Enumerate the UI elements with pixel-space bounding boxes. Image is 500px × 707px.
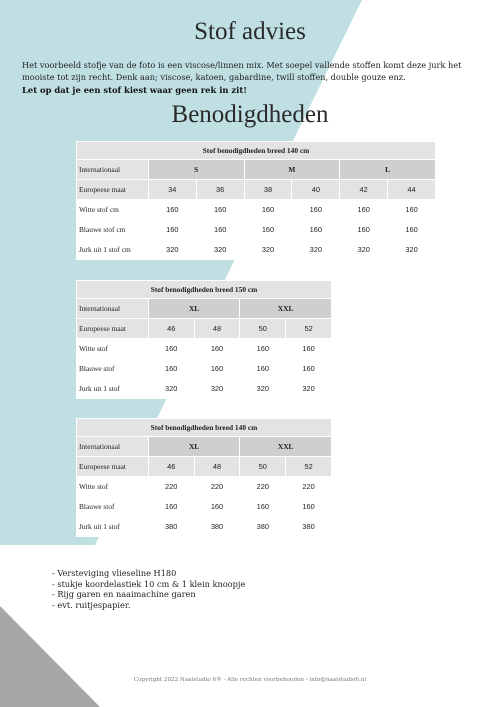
value-cell: 160	[196, 220, 244, 240]
size-cell: 40	[292, 180, 340, 200]
value-cell: 160	[340, 200, 388, 220]
value-cell: 160	[196, 200, 244, 220]
fabric-table-150-large	[76, 280, 332, 399]
value-cell: 320	[196, 240, 244, 260]
row-label: Jurk uit 1 stof cm	[77, 240, 149, 260]
row-label: Witte stof	[77, 339, 149, 359]
row-label: Jurk uit 1 stof	[77, 517, 149, 537]
page-footer: Copyright 2022 Naaistudio 6® - Alle rechten voorbehouden - info@naaistudio6.nl	[133, 677, 367, 683]
size-group: XXL	[240, 437, 332, 457]
value-cell: 160	[340, 220, 388, 240]
list-item: - stukje koordelastiek 10 cm & 1 klein knoopje	[52, 578, 246, 589]
size-group: XXL	[240, 299, 332, 319]
intro-warning: Let op dat je een stof kiest waar geen rek in zit!	[22, 85, 247, 95]
list-item: - Versteviging vlieseline H180	[52, 568, 177, 578]
table-caption-row	[77, 142, 436, 160]
value-cell: 160	[148, 339, 194, 359]
table-row	[77, 517, 332, 537]
value-cell: 160	[148, 359, 194, 379]
value-cell: 160	[148, 497, 194, 517]
value-cell: 220	[286, 477, 332, 497]
size-cell: 52	[286, 457, 332, 477]
row-label: Europeese maat	[77, 180, 149, 200]
supplies-title: Benodigdheden	[171, 101, 329, 128]
table-row	[77, 477, 332, 497]
size-cell: 38	[244, 180, 292, 200]
notions-list	[52, 568, 245, 610]
fabric-table-140-small	[76, 141, 436, 260]
value-cell: 320	[292, 240, 340, 260]
size-group: M	[244, 160, 340, 180]
value-cell: 320	[194, 379, 240, 399]
value-cell: 320	[240, 379, 286, 399]
value-cell: 320	[286, 379, 332, 399]
size-cell: 50	[240, 457, 286, 477]
value-cell: 380	[240, 517, 286, 537]
fabric-table-140-large	[76, 418, 332, 537]
value-cell: 380	[194, 517, 240, 537]
size-cell: 48	[194, 457, 240, 477]
value-cell: 160	[194, 339, 240, 359]
value-cell: 320	[148, 379, 194, 399]
table-sizes-row	[77, 457, 332, 477]
size-cell: 48	[194, 319, 240, 339]
list-item: - Rijg garen en naaimachine garen	[52, 589, 196, 599]
value-cell: 320	[388, 240, 436, 260]
table-caption-row	[77, 281, 332, 299]
table-row	[77, 220, 436, 240]
value-cell: 160	[240, 497, 286, 517]
value-cell: 160	[148, 220, 196, 240]
table-header-row	[77, 437, 332, 457]
value-cell: 160	[244, 220, 292, 240]
page-title: Stof advies	[194, 18, 306, 45]
size-cell: 46	[148, 457, 194, 477]
value-cell: 160	[388, 220, 436, 240]
value-cell: 160	[148, 200, 196, 220]
value-cell: 160	[286, 339, 332, 359]
value-cell: 320	[148, 240, 196, 260]
row-label: Jurk uit 1 stof	[77, 379, 149, 399]
row-label: Witte stof cm	[77, 200, 149, 220]
table-caption: Stof benodigdheden breed 150 cm	[77, 281, 332, 299]
value-cell: 320	[244, 240, 292, 260]
value-cell: 160	[286, 497, 332, 517]
row-label: Internationaal	[77, 299, 149, 319]
row-label: Europeese maat	[77, 319, 149, 339]
table-row	[77, 497, 332, 517]
row-label: Internationaal	[77, 160, 149, 180]
row-label: Blauwe stof cm	[77, 220, 149, 240]
table-header-row	[77, 160, 436, 180]
size-cell: 42	[340, 180, 388, 200]
size-cell: 36	[196, 180, 244, 200]
intro-text: Het voorbeeld stofje van de foto is een viscose/linnen mix. Met soepel vallende stoffen komt deze jurk het mooiste tot zijn recht. Denk aan; viscose, katoen, gabardine, twill stoffen, double gouze enz.	[22, 60, 462, 82]
size-cell: 52	[286, 319, 332, 339]
size-group: S	[148, 160, 244, 180]
value-cell: 160	[240, 339, 286, 359]
size-cell: 46	[148, 319, 194, 339]
table-row	[77, 240, 436, 260]
value-cell: 380	[148, 517, 194, 537]
value-cell: 160	[194, 359, 240, 379]
size-cell: 34	[148, 180, 196, 200]
value-cell: 160	[292, 200, 340, 220]
list-item: - evt. ruitjespapier.	[52, 599, 131, 610]
table-row	[77, 200, 436, 220]
table-row	[77, 379, 332, 399]
value-cell: 160	[244, 200, 292, 220]
table-caption: Stof benodigdheden breed 140 cm	[77, 419, 332, 437]
value-cell: 220	[148, 477, 194, 497]
value-cell: 160	[388, 200, 436, 220]
size-cell: 44	[388, 180, 436, 200]
value-cell: 160	[240, 359, 286, 379]
value-cell: 220	[240, 477, 286, 497]
table-header-row	[77, 299, 332, 319]
size-cell: 50	[240, 319, 286, 339]
table-row	[77, 359, 332, 379]
value-cell: 160	[194, 497, 240, 517]
table-sizes-row	[77, 319, 332, 339]
row-label: Blauwe stof	[77, 359, 149, 379]
value-cell: 160	[292, 220, 340, 240]
table-caption-row	[77, 419, 332, 437]
row-label: Witte stof	[77, 477, 149, 497]
table-sizes-row	[77, 180, 436, 200]
value-cell: 160	[286, 359, 332, 379]
size-group: XL	[148, 437, 240, 457]
row-label: Europeese maat	[77, 457, 149, 477]
row-label: Internationaal	[77, 437, 149, 457]
value-cell: 220	[194, 477, 240, 497]
row-label: Blauwe stof	[77, 497, 149, 517]
table-caption: Stof benodigdheden breed 140 cm	[77, 142, 436, 160]
table-row	[77, 339, 332, 359]
size-group: L	[340, 160, 436, 180]
value-cell: 380	[286, 517, 332, 537]
value-cell: 320	[340, 240, 388, 260]
size-group: XL	[148, 299, 240, 319]
